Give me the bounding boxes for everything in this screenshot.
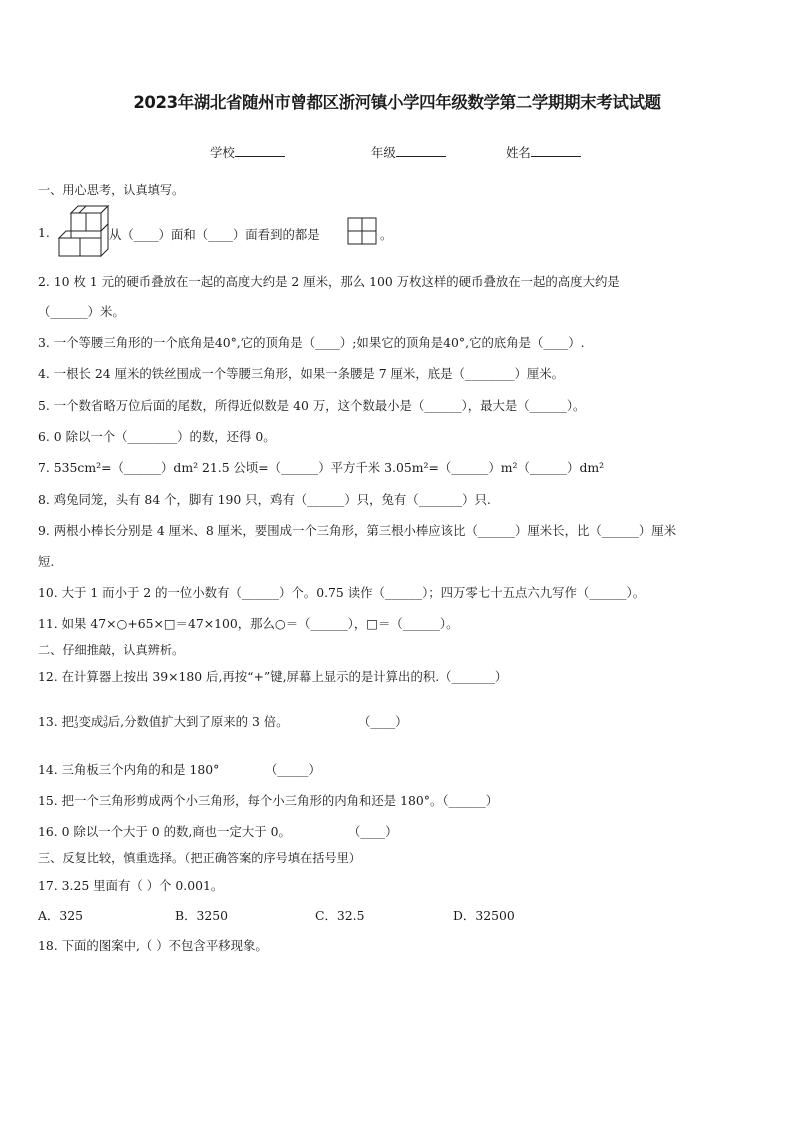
question-8: 8. 鸡兔同笼，头有 84 个，脚有 190 只，鸡有（______）只，兔有（_______）只. (38, 492, 491, 507)
question-13-mid: 变成 (78, 714, 104, 729)
fraction-three-ninths: 3 9 (103, 714, 108, 730)
question-11: 11. 如果 47×○+65×□＝47×100，那么○＝（______），□＝（______）。 (38, 616, 459, 631)
question-13-suffix: 后,分数值扩大到了原来的 3 倍。 (107, 714, 289, 729)
question-9-line-2: 短. (38, 554, 55, 569)
section-3-heading: 三、反复比较，慎重选择。（把正确答案的序号填在括号里） (38, 851, 361, 865)
question-4: 4. 一根长 24 厘米的铁丝围成一个等腰三角形，如果一条腰是 7 厘米，底是（________）厘米。 (38, 366, 565, 381)
question-1-number: 1. (38, 225, 50, 240)
fraction-one-third: 1 3 (74, 714, 79, 730)
question-16: 16. 0 除以一个大于 0 的数,商也一定大于 0。 (38, 824, 291, 839)
page-title: 2023年湖北省随州市曾都区浙河镇小学四年级数学第二学期期末考试试题 (133, 93, 661, 112)
question-12: 12. 在计算器上按出 39×180 后,再按“+”键,屏幕上显示的是计算出的积.（_______） (38, 669, 508, 684)
grade-field (371, 143, 446, 161)
school-field (210, 143, 285, 161)
school-blank[interactable] (235, 144, 285, 157)
question-9-line-1: 9. 两根小棒长分别是 4 厘米、8 厘米，要围成一个三角形，第三根小棒应该比（______）厘米长，比（______）厘米 (38, 523, 677, 538)
question-13 (38, 712, 289, 730)
question-1-end: 。 (380, 227, 393, 242)
question-7: 7. 535cm²=（______）dm² 21.5 公顷=（______）平方千米 3.05m²=（______）m²（______）dm² (38, 460, 605, 475)
cube-stack-figure (58, 205, 110, 259)
question-15: 15. 把一个三角形剪成两个小三角形，每个小三角形的内角和还是 180°。（______） (38, 793, 499, 808)
grade-label: 年级 (371, 145, 396, 160)
question-17-option-c: C．32.5 (315, 908, 365, 923)
question-3: 3. 一个等腰三角形的一个底角是40°,它的顶角是（____）;如果它的顶角是40°,它的底角是（____）. (38, 335, 585, 350)
name-field (506, 143, 581, 161)
question-14: 14. 三角板三个内角的和是 180° (38, 762, 220, 777)
question-1-text: 从（____）面和（____）面看到的都是 (109, 227, 320, 242)
question-13-prefix: 13. 把 (38, 714, 75, 729)
grid-view-figure (346, 217, 378, 245)
section-1-heading: 一、用心思考，认真填写。 (38, 183, 185, 197)
question-17: 17. 3.25 里面有（ ）个 0.001。 (38, 878, 224, 893)
question-17-option-a: A．325 (38, 908, 83, 923)
grade-blank[interactable] (396, 144, 446, 157)
school-label: 学校 (210, 145, 235, 160)
section-2-heading: 二、仔细推敲，认真辨析。 (38, 643, 185, 657)
question-17-option-b: B．3250 (175, 908, 229, 923)
question-17-option-d: D．32500 (453, 908, 515, 923)
question-16-answer: （____） (348, 824, 398, 839)
question-5: 5. 一个数省略万位后面的尾数，所得近似数是 40 万，这个数最小是（______），最大是（______）。 (38, 398, 586, 413)
question-2-line-1: 2. 10 枚 1 元的硬币叠放在一起的高度大约是 2 厘米，那么 100 万枚这样的硬币叠放在一起的高度大约是 (38, 274, 620, 289)
question-14-answer: （_____） (265, 762, 321, 777)
question-18: 18. 下面的图案中,（ ）不包含平移现象。 (38, 938, 268, 953)
question-13-answer: （____） (358, 714, 408, 729)
name-label: 姓名 (506, 145, 531, 160)
name-blank[interactable] (531, 144, 581, 157)
question-10: 10. 大于 1 而小于 2 的一位小数有（______）个。0.75 读作（______）；四万零七十五点六九写作（______）。 (38, 585, 646, 600)
question-2-line-2: （______）米。 (38, 304, 125, 319)
question-6: 6. 0 除以一个（________）的数，还得 0。 (38, 429, 276, 444)
